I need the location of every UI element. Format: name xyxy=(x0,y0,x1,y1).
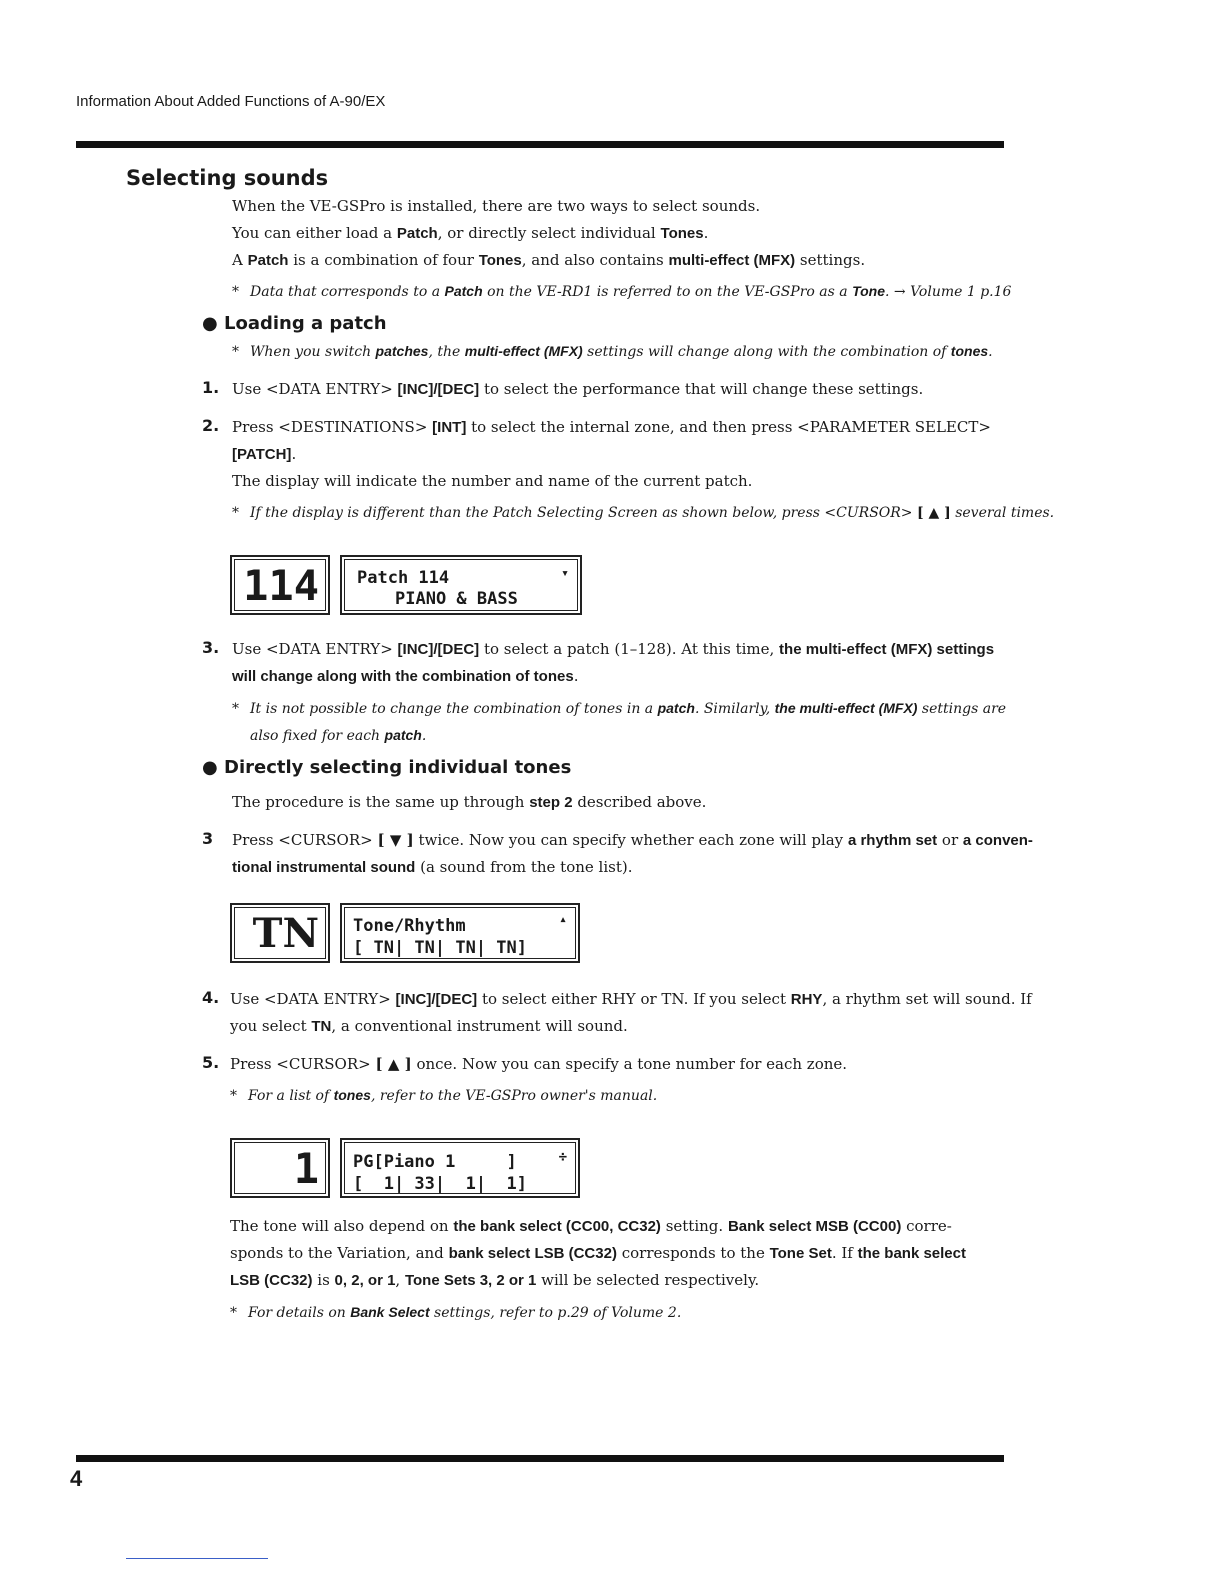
step-2-note: * If the display is different than the Patch Selecting Screen as shown below, press <CURSOR> [ ▲ ] several times. xyxy=(232,505,1055,521)
direct-intro: The procedure is the same up through step 2 described above. xyxy=(232,793,707,811)
intro-paragraph-2: You can either load a Patch, or directly select individual Tones. xyxy=(232,224,709,242)
section-title: Selecting sounds xyxy=(126,166,329,190)
step-number: 4. xyxy=(202,988,220,1007)
scroll-up-icon: ▴ xyxy=(559,912,567,927)
bank-select-note: * For details on Bank Select settings, refer to p.29 of Volume 2. xyxy=(230,1304,682,1321)
intro-note: * Data that corresponds to a Patch on the VE-RD1 is referred to on the VE-GSPro as a Tone. → Volume 1 p.16 xyxy=(232,283,1012,300)
lcd-mode-display: TN xyxy=(230,903,330,963)
step-number: 1. xyxy=(202,378,220,397)
bank-select-line-2: sponds to the Variation, and bank select LSB (CC32) corresponds to the Tone Set. If the bank select xyxy=(230,1244,966,1262)
direct-step-3-text: Press <CURSOR> [ ▼ ] twice. Now you can specify whether each zone will play a rhythm set or a conven- xyxy=(232,831,1033,849)
step-1-text: Use <DATA ENTRY> [INC]/[DEC] to select the performance that will change these settings. xyxy=(232,380,924,398)
direct-step-4-cont: you select TN, a conventional instrument will sound. xyxy=(230,1017,628,1035)
lcd-zone-display: 1 xyxy=(230,1138,330,1198)
footer-link-line xyxy=(126,1558,268,1559)
direct-step-5-text: Press <CURSOR> [ ▲ ] once. Now you can specify a tone number for each zone. xyxy=(230,1055,848,1073)
running-header: Information About Added Functions of A-90/EX xyxy=(76,93,386,110)
lcd-program-display: PG[Piano 1 ] [ 1| 33| 1| 1] ÷ xyxy=(340,1138,580,1198)
loading-note: * When you switch patches, the multi-effect (MFX) settings will change along with the combination of tones. xyxy=(232,343,993,360)
bullet-icon: ● xyxy=(202,757,218,778)
step-3-text: Use <DATA ENTRY> [INC]/[DEC] to select a patch (1–128). At this time, the multi-effect (MFX) settings xyxy=(232,640,995,658)
step-number: 2. xyxy=(202,416,220,435)
step-number: 3 xyxy=(202,829,214,848)
lcd-number-display: 114 xyxy=(230,555,330,615)
bank-select-line-3: LSB (CC32) is 0, 2, or 1, Tone Sets 3, 2 or 1 will be selected respectively. xyxy=(230,1271,760,1289)
direct-step-5-note: * For a list of tones, refer to the VE-GSPro owner's manual. xyxy=(230,1087,658,1104)
lcd-patch-display: Patch 114 PIANO & BASS ▾ xyxy=(340,555,582,615)
scroll-updown-icon: ÷ xyxy=(558,1149,567,1165)
bullet-icon: ● xyxy=(202,313,218,334)
step-number: 3. xyxy=(202,638,220,657)
direct-step-4-text: Use <DATA ENTRY> [INC]/[DEC] to select either RHY or TN. If you select RHY, a rhythm set will sound. If xyxy=(230,990,1032,1008)
step-3-note-cont: also fixed for each patch. xyxy=(250,727,427,744)
step-2-text: Press <DESTINATIONS> [INT] to select the internal zone, and then press <PARAMETER SELECT> xyxy=(232,418,991,436)
lcd-tone-rhythm-display: Tone/Rhythm [ TN| TN| TN| TN] ▴ xyxy=(340,903,580,963)
loading-patch-heading: ● Loading a patch xyxy=(202,313,387,334)
direct-step-3-cont: tional instrumental sound (a sound from the tone list). xyxy=(232,858,633,876)
scroll-down-icon: ▾ xyxy=(561,566,569,581)
top-rule xyxy=(76,141,1004,148)
step-3-text-cont: will change along with the combination of tones. xyxy=(232,667,579,685)
step-number: 5. xyxy=(202,1053,220,1072)
direct-select-heading: ● Directly selecting individual tones xyxy=(202,757,572,778)
step-3-note: * It is not possible to change the combination of tones in a patch. Similarly, the multi-effect (MFX) settings are xyxy=(232,700,1007,717)
intro-paragraph-3: A Patch is a combination of four Tones, and also contains multi-effect (MFX) settings. xyxy=(232,251,866,269)
bottom-rule xyxy=(76,1455,1004,1462)
bank-select-line-1: The tone will also depend on the bank select (CC00, CC32) setting. Bank select MSB (CC00) corre- xyxy=(230,1217,952,1235)
page-number: 4 xyxy=(70,1466,83,1491)
step-2-text-cont: [PATCH]. xyxy=(232,445,297,463)
step-2-result: The display will indicate the number and name of the current patch. xyxy=(232,472,753,490)
intro-paragraph-1: When the VE-GSPro is installed, there are two ways to select sounds. xyxy=(232,197,761,215)
